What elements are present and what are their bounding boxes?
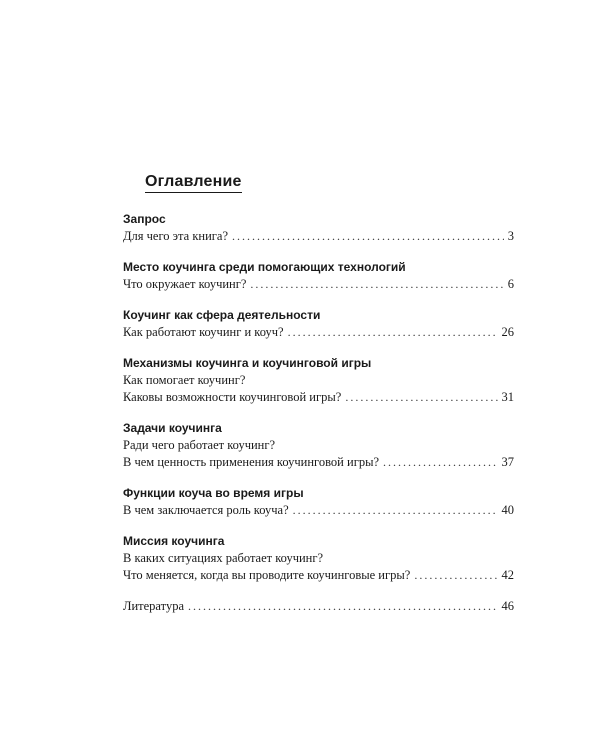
section-heading: Механизмы коучинга и коучинговой игры	[123, 356, 372, 370]
toc-entry[interactable]	[123, 389, 514, 406]
page-number: 37	[501, 455, 514, 469]
dot-leader	[188, 598, 498, 615]
toc-entry[interactable]	[123, 324, 514, 341]
entry-text: В чем заключается роль коуча?	[123, 503, 289, 517]
table-of-contents	[123, 211, 514, 629]
toc-section	[123, 259, 514, 293]
section-heading: Коучинг как сфера деятельности	[123, 308, 321, 322]
toc-section	[123, 307, 514, 341]
dot-leader	[414, 567, 497, 584]
toc-subline	[123, 550, 514, 567]
entry-text: Как работают коучинг и коуч?	[123, 325, 284, 339]
dot-leader	[232, 228, 504, 245]
toc-entry[interactable]	[123, 598, 514, 615]
page-number: 31	[501, 390, 514, 404]
dot-leader	[288, 324, 498, 341]
entry-text: Каковы возможности коучинговой игры?	[123, 390, 342, 404]
page-number: 40	[501, 503, 514, 517]
dot-leader	[383, 454, 497, 471]
toc-subline	[123, 372, 514, 389]
toc-section	[123, 420, 514, 471]
toc-section	[123, 211, 514, 245]
entry-text: Ради чего работает коучинг?	[123, 438, 276, 452]
section-heading: Запрос	[123, 212, 166, 226]
page-number: 6	[507, 277, 514, 291]
toc-entry[interactable]	[123, 276, 514, 293]
page-number: 3	[507, 229, 514, 243]
section-heading: Место коучинга среди помогающих технологий	[123, 260, 406, 274]
toc-subline	[123, 437, 514, 454]
entry-text: В каких ситуациях работает коучинг?	[123, 551, 324, 565]
toc-section-literature	[123, 598, 514, 615]
toc-entry[interactable]	[123, 567, 514, 584]
dot-leader	[250, 276, 503, 293]
entry-text: Что меняется, когда вы проводите коучинговые игры?	[123, 568, 411, 582]
page-number: 42	[501, 568, 514, 582]
section-heading: Задачи коучинга	[123, 421, 222, 435]
toc-section	[123, 533, 514, 584]
entry-text: Литература	[123, 599, 184, 613]
toc-entry[interactable]	[123, 228, 514, 245]
dot-leader	[293, 502, 498, 519]
page-number: 26	[501, 325, 514, 339]
toc-section	[123, 485, 514, 519]
entry-text: Что окружает коучинг?	[123, 277, 247, 291]
dot-leader	[345, 389, 497, 406]
toc-entry[interactable]	[123, 454, 514, 471]
section-heading: Миссия коучинга	[123, 534, 225, 548]
entry-text: Для чего эта книга?	[123, 229, 228, 243]
page-number: 46	[501, 599, 514, 613]
toc-entry[interactable]	[123, 502, 514, 519]
entry-text: В чем ценность применения коучинговой игры?	[123, 455, 380, 469]
toc-section	[123, 355, 514, 406]
section-heading: Функции коуча во время игры	[123, 486, 304, 500]
entry-text: Как помогает коучинг?	[123, 373, 246, 387]
page-title: Оглавление	[145, 173, 242, 193]
